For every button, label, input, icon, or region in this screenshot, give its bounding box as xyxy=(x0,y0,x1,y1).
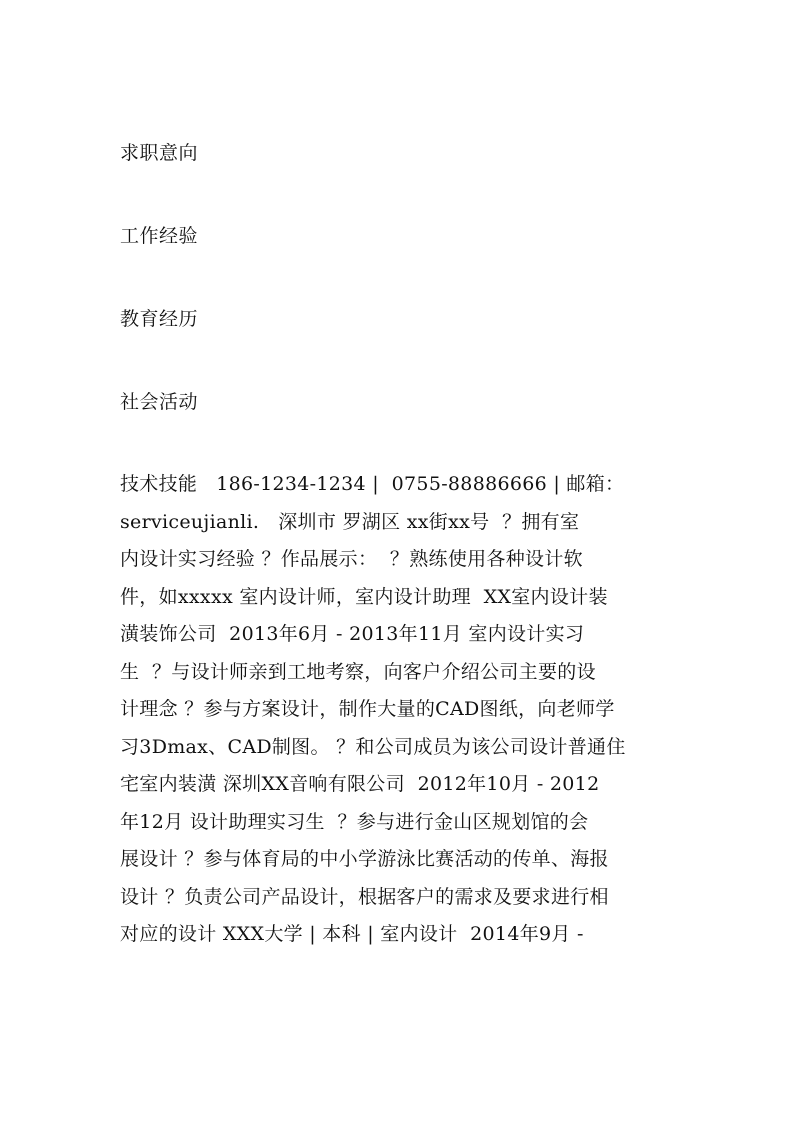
body-text-line: 年12月 设计助理实习生 ？参与进行金山区规划馆的会 xyxy=(120,810,589,833)
body-text-line: serviceujianli. 深圳市 罗湖区 xx街xx号 ？拥有室 xyxy=(120,510,580,533)
body-text-line: 宅室内装潢 深圳XX音响有限公司 2012年10月 - 2012 xyxy=(120,773,600,795)
section-heading-job-intention: 求职意向 xyxy=(120,142,199,164)
body-text-line: 潢装饰公司 2013年6月 - 2013年11月 室内设计实习 xyxy=(120,623,585,645)
body-text-line: 生 ？与设计师亲到工地考察，向客户介绍公司主要的设 xyxy=(120,660,596,683)
body-text-line: 件，如xxxxx 室内设计师，室内设计助理 XX室内设计装 xyxy=(120,585,608,608)
body-text-line: 对应的设计 XXX大学 | 本科 | 室内设计 2014年9月 - xyxy=(120,923,584,945)
body-text-line: 习3Dmax、CAD制图。 ？和公司成员为该公司设计普通住 xyxy=(120,735,626,758)
body-text-line: 内设计实习经验 ？作品展示： ？熟练使用各种设计软 xyxy=(120,548,583,570)
section-heading-social-activities: 社会活动 xyxy=(120,391,199,413)
body-text-line: 技术技能 186-1234-1234 | 0755-88886666 | 邮箱： xyxy=(120,473,625,495)
body-text-line: 计理念 ？参与方案设计，制作大量的CAD图纸，向老师学 xyxy=(120,698,615,720)
body-text-line: 设计 ？负责公司产品设计，根据客户的需求及要求进行相 xyxy=(120,885,609,908)
body-text-block xyxy=(120,472,680,960)
body-text-line: 展设计 ？参与体育局的中小学游泳比赛活动的传单、海报 xyxy=(120,848,609,870)
section-heading-education: 教育经历 xyxy=(120,308,199,330)
section-heading-work-experience: 工作经验 xyxy=(120,225,199,247)
